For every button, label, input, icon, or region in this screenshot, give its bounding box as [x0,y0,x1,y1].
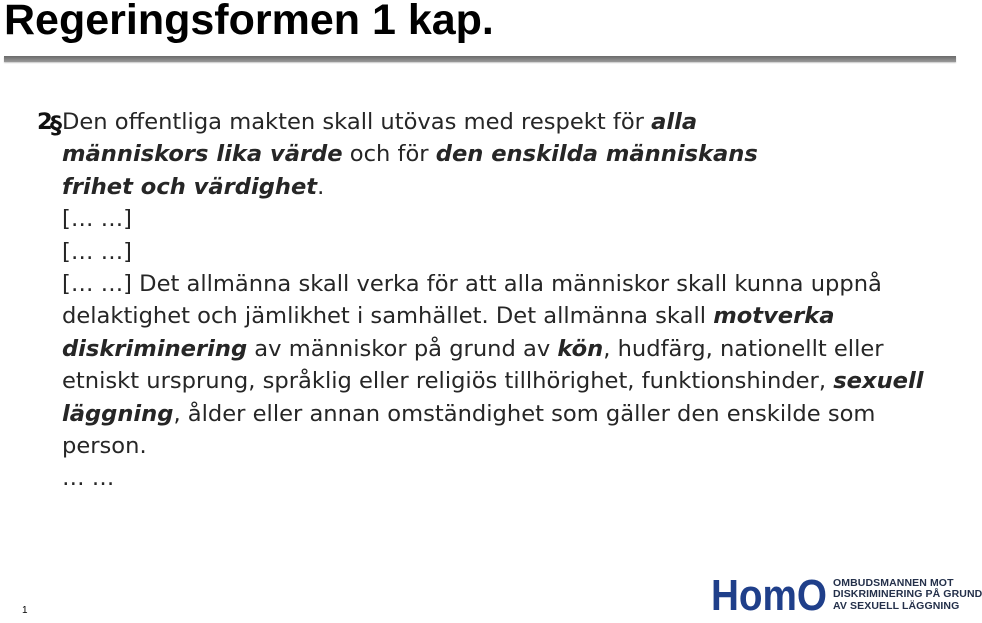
slide-title: Regeringsformen 1 kap. [4,0,494,44]
page-number: 1 [22,605,28,616]
svg-text:HomO: HomO [711,571,827,620]
ellipsis: … … [62,465,115,492]
omission-marker: [… …] [62,206,132,233]
omission-marker: [… …] [62,271,132,298]
omission-marker: [… …] [62,238,132,265]
text-run: och för [342,141,436,168]
logo-caption-line: DISKRIMINERING PÅ GRUND [833,588,982,601]
svg-text:§: § [50,111,62,139]
section-opening [62,106,958,203]
homo-logo [711,571,982,620]
emphasis-equal-value: människors lika värde [62,141,343,168]
section-text [37,106,958,495]
text-run: Det allmänna skall verka för att alla människor skall kunna uppnå delaktighet och jämlikhet i samhället. Det allmänna skall [62,271,882,330]
logo-caption-line: AV SEXUELL LÄGGNING [833,599,960,612]
text-run: . [317,173,325,200]
logo-caption-line: OMBUDSMANNEN MOT [833,577,954,589]
homo-wordmark-icon [711,571,829,620]
text-run: av människor på grund av [247,335,558,362]
emphasis-discrimination: motverka diskriminering [62,303,835,362]
logo-caption [833,578,982,612]
section-paragraph [62,268,958,462]
title-divider [4,56,956,62]
section-number: 2 [37,109,53,135]
emphasis-gender: kön [557,335,604,362]
text-run: , ålder eller annan omständighet som gäller den enskilde som person. [62,400,876,460]
emphasis-all: alla [651,109,698,135]
section-sign-icon [50,106,63,138]
text-run: , hudfärg, nationellt eller etniskt ursprung, språklig eller religiös tillhörighet, funktionshinder, [62,335,884,395]
emphasis-sexual-orientation: sexuell läggning [62,368,924,427]
text-run: Den offentliga makten skall utövas med respekt för [62,109,652,135]
emphasis-freedom-dignity: frihet och värdighet [62,173,318,200]
emphasis-individual: den enskilda människans [435,141,758,168]
